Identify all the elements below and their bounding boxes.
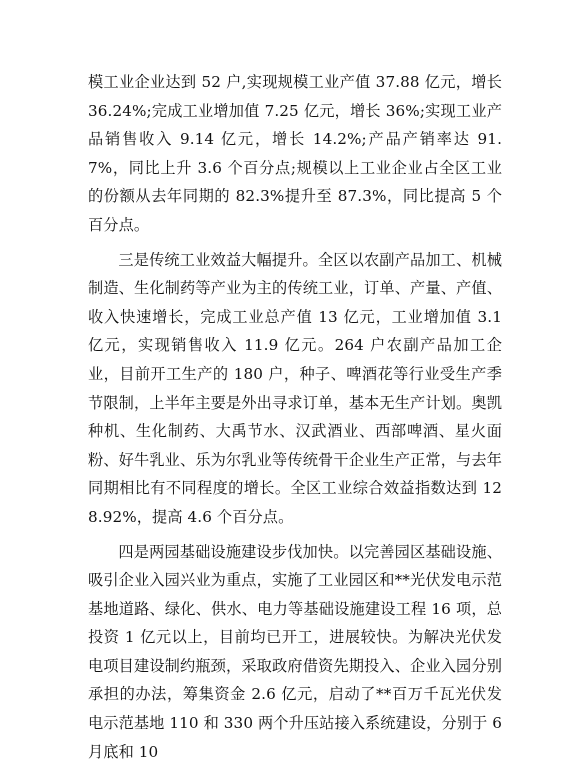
paragraph-3: 四是两园基础设施建设步伐加快。以完善园区基础设施、吸引企业入园兴业为重点，实施了工业园区和**光伏发电示范基地道路、绿化、供水、电力等基础设施建设工程 16 项，总投资 1 亿元以上，目前均已开工，进展较快。为解决光伏发电项目建设制约瓶颈，采取政府借资先期投入、企业入园分别承担的办法，筹集资金 2.6 亿元，启动了**百万千瓦光伏发电示范基地 110 和 330 两个升压站接入系统建设，分别于 6 月底和 10 bbox=[88, 538, 502, 766]
document-page bbox=[88, 68, 502, 766]
paragraph-2: 三是传统工业效益大幅提升。全区以农副产品加工、机械制造、生化制药等产业为主的传统工业，订单、产量、产值、收入快速增长，完成工业总产值 13 亿元，工业增加值 3.1 亿元，实现销售收入 11.9 亿元。264 户农副产品加工企业，目前开工生产的 180 户，种子、啤酒花等行业受生产季节限制，上半年主要是外出寻求订单，基本无生产计划。奥凯种机、生化制药、大禹节水、汉武酒业、西部啤酒、星火面粉、好牛乳业、乐为尔乳业等传统骨干企业生产正常，与去年同期相比有不同程度的增长。全区工业综合效益指数达到 128.92%，提高 4.6 个百分点。 bbox=[88, 246, 502, 532]
paragraph-1: 模工业企业达到 52 户,实现规模工业产值 37.88 亿元，增长 36.24%;完成工业增加值 7.25 亿元，增长 36%;实现工业产品销售收入 9.14 亿元，增长 14.2%;产品产销率达 91.7%，同比上升 3.6 个百分点;规模以上工业企业占全区工业的份额从去年同期的 82.3%提升至 87.3%，同比提高 5 个百分点。 bbox=[88, 68, 502, 240]
